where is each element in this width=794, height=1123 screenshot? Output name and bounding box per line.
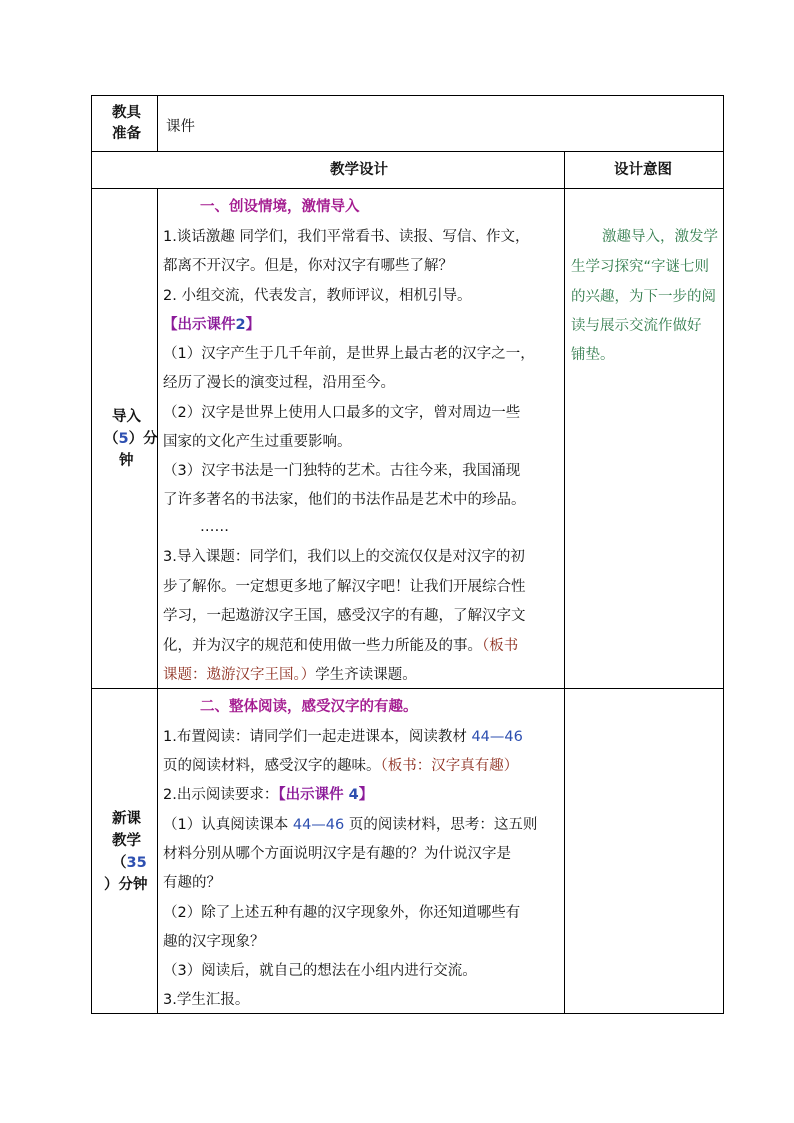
col-line-right: [723, 95, 724, 1014]
paragraph: 国家的文化产生过重要影响。: [163, 434, 352, 450]
paragraph: 3.导入课题：同学们，我们以上的交流仅仅是对汉字的初: [163, 549, 525, 565]
paragraph: （1）认真阅读课本 44—46 页的阅读材料，思考：这五则: [163, 817, 538, 833]
row-line-top: [91, 95, 724, 96]
paragraph: 材料分别从哪个方面说明汉字是有趣的？为什说汉字是: [163, 846, 511, 862]
intent-text: 铺垫。: [571, 347, 615, 363]
paragraph: （3）汉字书法是一门独特的艺术。古往今来，我国涌现: [163, 463, 521, 479]
intent-text: 激趣导入，激发学: [602, 229, 718, 245]
paragraph: 1.布置阅读：请同学们一起走进课本，阅读教材 44—46: [163, 729, 523, 745]
paragraph: 2.出示阅读要求：【出示课件 4】: [163, 787, 374, 803]
newlesson-label: ）分钟: [104, 877, 148, 893]
row-line-intro: [91, 688, 724, 689]
col-line-left: [91, 95, 92, 1014]
paragraph: 都离不开汉字。但是，你对汉字有哪些了解？: [163, 258, 453, 274]
intent-text: 生学习探究“字谜七则: [571, 259, 710, 275]
ellipsis: ……: [200, 519, 229, 535]
row-line-header: [91, 188, 724, 189]
row-line-bottom: [91, 1013, 724, 1014]
newlesson-label: 教学: [112, 833, 141, 849]
row-line-equipment: [91, 151, 724, 152]
equipment-label: 准备: [112, 126, 141, 142]
paragraph: 1.谈话激趣 同学们，我们平常看书、读报、写信、作文，: [163, 229, 530, 245]
col-line-intent: [564, 151, 565, 1014]
intent-header: 设计意图: [614, 162, 672, 178]
col-line-label: [157, 95, 158, 152]
paragraph: 2. 小组交流，代表发言，教师评议，相机引导。: [163, 288, 472, 304]
paragraph: 有趣的？: [163, 875, 221, 891]
section-heading: 二、整体阅读，感受汉字的有趣。: [200, 699, 418, 715]
paragraph: 化，并为汉字的规范和使用做一些力所能及的事。（板书: [163, 638, 519, 654]
paragraph: 课题：遨游汉字王国。）学生齐读课题。: [163, 667, 417, 683]
paragraph: 步了解你。一定想更多地了解汉字吧！让我们开展综合性: [163, 579, 526, 595]
col-line-label: [157, 188, 158, 1014]
paragraph: （2）汉字是世界上使用人口最多的文字，曾对周边一些: [163, 405, 521, 421]
courseware-note: 【出示课件2】: [163, 317, 261, 333]
intent-text: 的兴趣，为下一步的阅: [571, 289, 716, 305]
equipment-label: 教具: [112, 105, 141, 121]
paragraph: 了许多著名的书法家，他们的书法作品是艺术中的珍品。: [163, 492, 526, 508]
section-heading: 一、创设情境，激情导入: [200, 199, 360, 215]
paragraph: （1）汉字产生于几千年前，是世界上最古老的汉字之一，: [163, 346, 535, 362]
intro-label-duration: （5）分: [104, 431, 158, 447]
intent-text: 读与展示交流作做好: [571, 318, 702, 334]
newlesson-label: 新课: [112, 811, 141, 827]
paragraph: 3.学生汇报。: [163, 992, 250, 1008]
paragraph: 页的阅读材料，感受汉字的趣味。（板书：汉字真有趣）: [163, 758, 519, 774]
intro-label: 导入: [112, 409, 141, 425]
paragraph: （2）除了上述五种有趣的汉字现象外，你还知道哪些有: [163, 905, 521, 921]
newlesson-label-duration: （35: [112, 855, 147, 871]
paragraph: （3）阅读后，就自己的想法在小组内进行交流。: [163, 963, 477, 979]
paragraph: 趣的汉字现象？: [163, 934, 265, 950]
design-header: 教学设计: [330, 162, 388, 178]
paragraph: 学习，一起遨游汉字王国，感受汉字的有趣，了解汉字文: [163, 608, 526, 624]
paragraph: 经历了漫长的演变过程，沿用至今。: [163, 375, 395, 391]
intro-label: 钟: [119, 453, 134, 469]
equipment-value: 课件: [166, 119, 195, 135]
